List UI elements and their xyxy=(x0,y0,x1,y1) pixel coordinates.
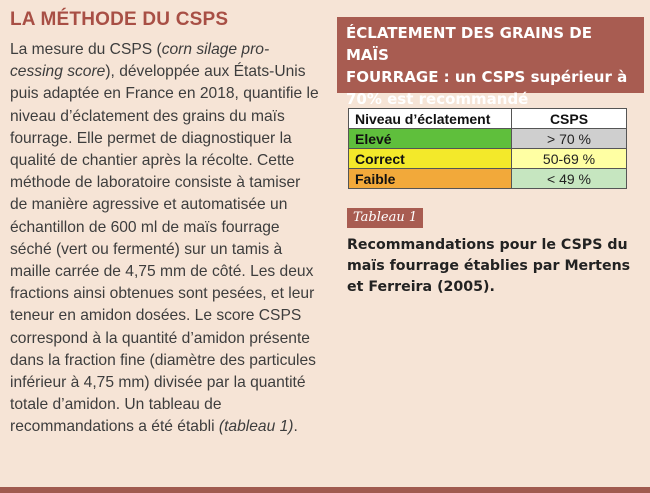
sidebar-header-line: 70% est recommandé xyxy=(346,90,529,108)
body-text-italic: cessing score xyxy=(10,63,106,81)
level-cell: Elevé xyxy=(349,129,512,149)
body-text-part: . xyxy=(293,418,298,436)
body-text-part: La mesure du CSPS ( xyxy=(10,41,162,58)
article-column xyxy=(10,8,320,439)
article-body xyxy=(10,39,320,439)
csps-cell: < 49 % xyxy=(512,169,627,189)
csps-cell: > 70 % xyxy=(512,129,627,149)
sidebar-header-line: ÉCLATEMENT DES GRAINS DE MAÏS xyxy=(346,24,592,64)
column-header-csps: CSPS xyxy=(512,109,627,129)
level-cell: Correct xyxy=(349,149,512,169)
bottom-rule xyxy=(0,487,650,493)
level-cell: Faible xyxy=(349,169,512,189)
csps-cell: 50-69 % xyxy=(512,149,627,169)
article-title: LA MÉTHODE DU CSPS xyxy=(10,9,229,30)
table-caption: Recommandations pour le CSPS du maïs fourrage établies par Mertens et Ferreira (2005). xyxy=(347,237,631,295)
table-header-row xyxy=(349,109,627,129)
sidebar-header xyxy=(337,17,644,108)
table-row xyxy=(349,129,627,149)
sidebar-header-line: FOURRAGE : un CSPS supérieur à xyxy=(346,68,628,86)
body-text-part: ), développée aux États-Unis puis adaptée en France en 2018, quantifie le niveau d’éclatement des grains du maïs fourrage. Elle permet de diagnostiquer la qualité de chantier après la récolte. Cette méthode de laboratoire consiste à tamiser de manière agressive et automatisée un échantillon de 600 ml de maïs fourrage séché (vert ou fermenté) sur un tamis à maille carrée de 4,75 mm de côté. Les deux fractions ainsi obtenues sont pesées, et leur teneur en amidon dosées. Le score CSPS correspond à la quantité d’amidon présente dans la fraction fine (diamètre des particules inférieur à 4,75 mm) divisée par la quantité totale d’amidon. Un tableau de recommandations a été établi xyxy=(10,63,319,436)
body-text-italic: corn silage pro- xyxy=(161,41,270,58)
sidebar-box xyxy=(337,17,644,298)
column-header-level: Niveau d’éclatement xyxy=(349,109,512,129)
table-row xyxy=(349,169,627,189)
table-reference: (tableau 1) xyxy=(218,418,294,436)
table-row xyxy=(349,149,627,169)
csps-table xyxy=(348,108,627,189)
tableau-label: Tableau 1 xyxy=(347,208,423,228)
